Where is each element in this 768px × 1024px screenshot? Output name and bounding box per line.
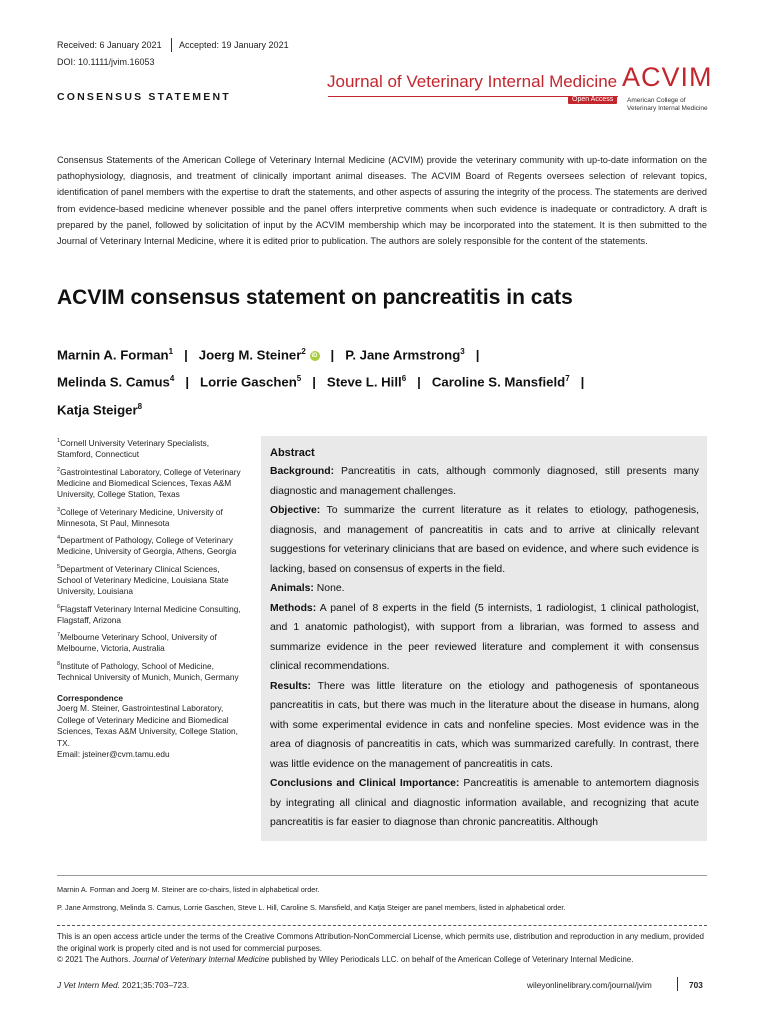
footnote: Marnin A. Forman and Joerg M. Steiner are co-chairs, listed in alphabetical order. — [57, 885, 320, 894]
author-name[interactable]: P. Jane Armstrong — [345, 347, 461, 363]
logo-sub-line-2: Veterinary Internal Medicine — [627, 105, 708, 112]
abstract-label: Animals: — [270, 583, 314, 594]
author-sup: 7 — [565, 374, 570, 384]
received-date: Received: 6 January 2021 — [57, 40, 162, 50]
abstract-heading: Abstract — [270, 447, 315, 459]
affiliation — [57, 505, 245, 530]
header-divider — [171, 38, 172, 52]
affiliation — [57, 436, 245, 461]
correspondence-address: Joerg M. Steiner, Gastrointestinal Laboratory, College of Veterinary Medicine and Biomedical Sciences, Texas A&M University, College Station, TX. — [57, 703, 238, 748]
affiliation-text: Department of Veterinary Clinical Sciences, School of Veterinary Medicine, Louisiana State University, Louisiana — [57, 563, 229, 597]
author-separator: | — [184, 347, 188, 363]
citation — [57, 980, 189, 990]
footnote-rule — [57, 875, 707, 876]
license-line: This is an open access article under the terms of the Creative Commons Attribution-NonCommercial License, which permits use, distribution and reproduction in any medium, provided the original work is properly cited and is not used for commercial purposes. — [57, 932, 704, 953]
author-name[interactable]: Melinda S. Camus — [57, 374, 170, 390]
affiliation — [57, 533, 245, 558]
abstract-text: Pancreatitis in cats, although commonly diagnosed, still presents many diagnostic and management challenges. — [270, 466, 699, 497]
affiliation-sup: 4 — [57, 535, 61, 542]
accepted-date: Accepted: 19 January 2021 — [179, 40, 289, 50]
affiliation — [57, 562, 245, 598]
intro-paragraph: Consensus Statements of the American College of Veterinary Internal Medicine (ACVIM) provide the veterinary community with up-to-date information on the pathophysiology, diagnosis, and treatment of clinically important animal diseases. The ACVIM Board of Regents oversees selection of relevant topics, identification of panel members with the expertise to draft the statements, and other aspects of assuring the integrity of the process. The statements are derived from evidence-based medicine whenever possible and the panel offers interpretive comments when such evidence is inadequate or contradictory. A draft is prepared by the panel, followed by solicitation of input by the ACVIM membership which may be incorporated into the statement. It is then submitted to the Journal of Veterinary Internal Medicine, where it is edited prior to publication. The authors are solely responsible for the content of the statements. — [57, 155, 707, 247]
acvim-logo-subtitle — [627, 97, 708, 113]
affiliation — [57, 465, 245, 501]
author-name[interactable]: Lorrie Gaschen — [200, 374, 297, 390]
affiliation-sup: 7 — [57, 632, 61, 639]
author-line-1 — [57, 340, 707, 367]
article-type: CONSENSUS STATEMENT — [57, 91, 231, 103]
copyright-prefix: © 2021 The Authors. — [57, 955, 133, 964]
page-number: 703 — [689, 980, 703, 990]
author-sup: 4 — [169, 374, 175, 384]
author-name[interactable]: Marnin A. Forman — [57, 347, 169, 363]
open-access-badge: Open Access — [568, 96, 617, 104]
affiliation-sup: 3 — [57, 506, 61, 513]
author-list — [57, 340, 707, 422]
author-separator: | — [475, 347, 480, 363]
orcid-icon[interactable]: iD — [311, 353, 318, 360]
affiliation — [57, 602, 245, 627]
abstract-text: A panel of 8 experts in the field (5 internists, 1 radiologist, 1 clinical pathologist, and 1 anatomic pathologist), with support from a librarian, was formed to assess and summarize evidence in the peer reviewed literature and complement it with consensus clinical recommendations. — [270, 602, 699, 672]
logo-sub-line-1: American College of — [627, 97, 686, 104]
affiliation-text: Flagstaff Veterinary Internal Medicine Consulting, Flagstaff, Arizona — [57, 603, 241, 625]
abstract-label: Background: — [270, 466, 335, 477]
abstract-label: Methods: — [270, 602, 317, 614]
affiliation-text: Institute of Pathology, School of Medicine, Technical University of Munich, Munich, Germany — [57, 660, 239, 683]
abstract-label: Conclusions and Clinical Importance: — [270, 778, 460, 789]
affiliation — [57, 630, 245, 655]
abstract-text: Pancreatitis is amenable to antemortem diagnosis by integrating all clinical and diagnostic information available, and recognizing that acute pancreatitis is far easier to diagnose than chronic pancreatitis. Although — [270, 778, 700, 828]
correspondence-heading: Correspondence — [57, 693, 123, 704]
citation-journal: J Vet Intern Med. — [57, 980, 120, 990]
author-sup: 1 — [168, 347, 174, 356]
abstract-text: To summarize the current literature as it relates to etiology, pathogenesis, diagnosis, and management of pancreatitis in cats and to arrive at clinically relevant suggestions for veterinary clinicians that are based on evidence, and where such evidence is lacking, based on consensus of experts in the field. — [270, 505, 699, 575]
abstract-label: Objective: — [270, 505, 321, 516]
correspondence-email[interactable]: Email: jsteiner@cvm.tamu.edu — [57, 749, 170, 760]
journal-url[interactable]: wileyonlinelibrary.com/journal/jvim — [527, 980, 652, 990]
author-name[interactable]: Caroline S. Mansfield — [431, 374, 566, 390]
affiliation-sup: 2 — [57, 466, 61, 473]
acvim-logo: ACVIM — [622, 62, 713, 92]
abstract-animals — [270, 579, 699, 599]
author-separator: | — [580, 374, 585, 390]
copyright-suffix: published by Wiley Periodicals LLC. on behalf of the American College of Veterinary Internal Medicine. — [269, 955, 634, 964]
license-rule — [57, 925, 707, 926]
author-line-2 — [57, 367, 707, 394]
author-sup: 2 — [301, 347, 306, 356]
author-separator: | — [312, 374, 316, 390]
affiliation-text: College of Veterinary Medicine, University of Minnesota, St Paul, Minnesota — [57, 506, 223, 528]
doi[interactable]: DOI: 10.1111/jvim.16053 — [57, 57, 155, 67]
abstract-background — [270, 462, 699, 501]
author-name[interactable]: Katja Steiger — [57, 402, 138, 418]
abstract-label: Results: — [270, 680, 311, 692]
article-title: ACVIM consensus statement on pancreatitis in cats — [57, 286, 573, 309]
abstract-box — [261, 436, 707, 841]
copyright-journal: Journal of Veterinary Internal Medicine — [132, 955, 270, 964]
affiliation-sup: 8 — [57, 660, 61, 667]
abstract-objective — [270, 501, 699, 579]
affiliation-text: Gastrointestinal Laboratory, College of Veterinary Medicine and Biomedical Sciences, Texas A&M University, College Station, Texas — [57, 466, 241, 500]
affiliation-text: Cornell University Veterinary Specialists, Stamford, Connecticut — [57, 437, 210, 460]
author-separator: | — [330, 347, 335, 363]
author-sup: 6 — [401, 374, 407, 384]
affiliation-text: Department of Pathology, College of Veterinary Medicine, University of Georgia, Athens, Georgia — [57, 534, 237, 557]
author-sup: 8 — [137, 401, 143, 411]
footnote: P. Jane Armstrong, Melinda S. Camus, Lorrie Gaschen, Steve L. Hill, Caroline S. Mansfield, and Katja Steiger are panel members, listed in alphabetical order. — [57, 903, 566, 912]
author-separator: | — [417, 374, 421, 390]
journal-title[interactable]: Journal of Veterinary Internal Medicine — [327, 72, 618, 91]
author-sup: 5 — [296, 374, 302, 384]
copyright-line — [57, 954, 707, 966]
author-separator: | — [185, 374, 190, 390]
abstract-methods — [270, 599, 699, 677]
footer-divider — [677, 977, 678, 991]
affiliations — [57, 436, 245, 760]
abstract-text: None. — [316, 583, 345, 594]
author-name[interactable]: Joerg M. Steiner — [198, 347, 302, 363]
abstract-text: There was little literature on the etiology and pathogenesis of spontaneous pancreatitis in cats, but there was much in the literature about the disease in humans, along with some experimental evidence in cats and nonfeline species. Most evidence was in the area of diagnosis of pancreatitis in cats, which was summarized carefully. In contrast, there was little evidence on the management of pancreatitis in cats. — [270, 680, 699, 770]
affiliation-sup: 5 — [57, 563, 61, 570]
affiliation-sup: 1 — [57, 438, 61, 444]
author-line-3 — [57, 395, 707, 422]
abstract-conclusions — [270, 774, 699, 833]
license-text — [57, 931, 707, 966]
affiliation — [57, 659, 245, 684]
affiliation-text: Melbourne Veterinary School, University of Melbourne, Victoria, Australia — [57, 632, 217, 654]
affiliation-sup: 6 — [57, 603, 61, 610]
author-sup: 3 — [460, 347, 465, 356]
citation-details: 2021;35:703–723. — [119, 980, 190, 990]
author-name[interactable]: Steve L. Hill — [326, 374, 402, 390]
abstract-results — [270, 677, 699, 775]
